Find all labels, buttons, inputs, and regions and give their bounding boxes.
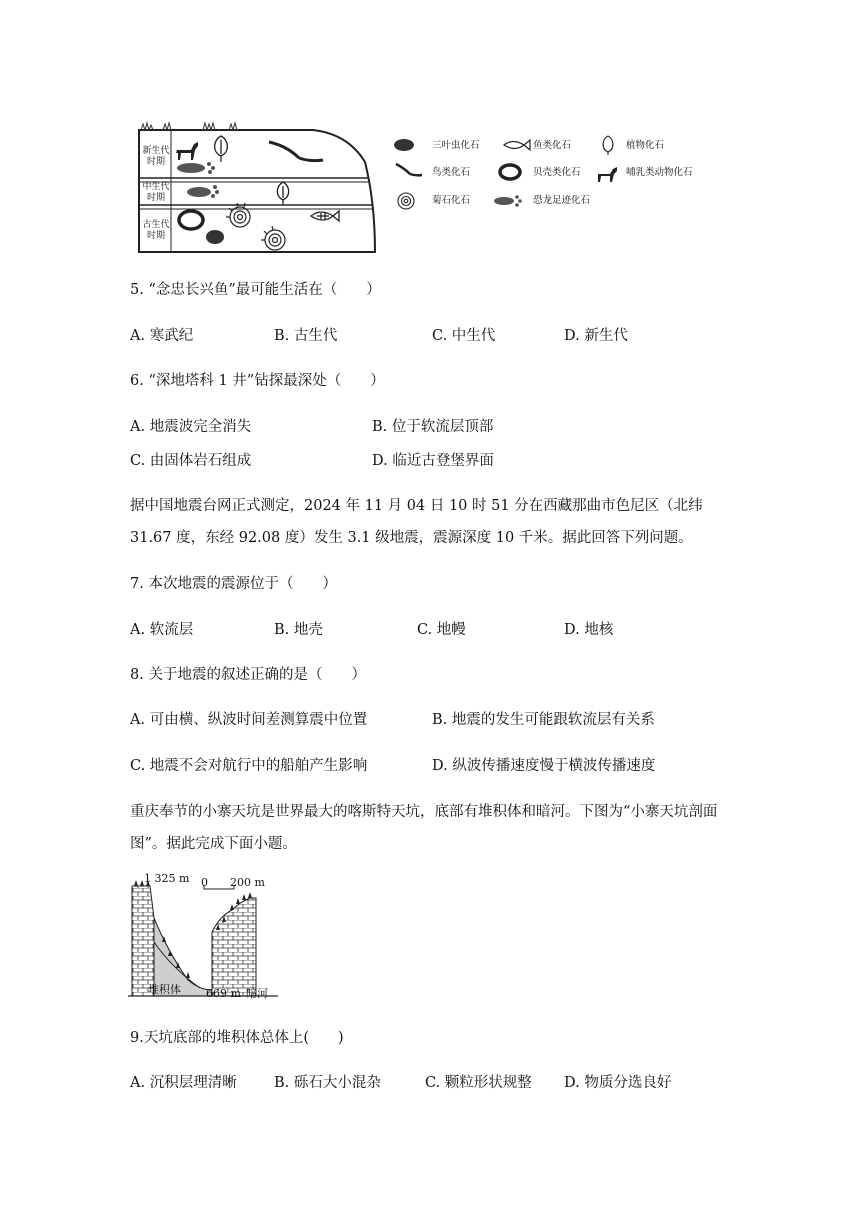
- question-6-option-b[interactable]: B. 位于软流层顶部: [372, 419, 494, 435]
- question-9-option-c[interactable]: C. 颗粒形状规整: [425, 1075, 532, 1091]
- plant-leaf-icon: [603, 136, 613, 155]
- legend-label-plant: 植物化石: [626, 140, 665, 151]
- trilobite-icon: [206, 230, 224, 244]
- top-elevation-label: 1 325 m: [144, 872, 190, 885]
- question-6-option-a[interactable]: A. 地震波完全消失: [130, 419, 252, 435]
- era-label-cenozoic: 新生代 时期: [142, 146, 170, 167]
- question-8-option-a[interactable]: A. 可由横、纵波时间差测算震中位置: [130, 712, 368, 728]
- scale-zero-label: 0: [201, 876, 208, 889]
- question-8-stem: 8. 关于地震的叙述正确的是（ ）: [130, 667, 366, 683]
- question-7-option-d[interactable]: D. 地核: [564, 622, 614, 638]
- legend-label-shell: 贝壳类化石: [533, 167, 581, 178]
- mammal-icon: [598, 167, 617, 182]
- question-5-option-a[interactable]: A. 寒武纪: [130, 328, 194, 344]
- question-7-option-c[interactable]: C. 地幔: [417, 622, 466, 638]
- river-label: 暗河: [246, 987, 268, 1000]
- fish-icon: [504, 140, 530, 150]
- question-7-option-a[interactable]: A. 软流层: [130, 622, 194, 638]
- scale-length-label: 200 m: [230, 876, 265, 889]
- earthquake-passage: 据中国地震台网正式测定，2024 年 11 月 04 日 10 时 51 分在西藏那曲市色尼区（北纬 31.67 度，东经 92.08 度）发生 3.1 级地震，震源深度 10 千米。据此回答下列问题。: [130, 498, 703, 546]
- fossil-legend: [390, 134, 710, 214]
- question-5-stem: 5. “念忠长兴鱼”最可能生活在（ ）: [130, 282, 381, 298]
- question-9-option-b[interactable]: B. 砾石大小混杂: [274, 1075, 381, 1091]
- era-label-mesozoic: 中生代 时期: [142, 182, 170, 203]
- legend-label-footprint: 恐龙足迹化石: [533, 195, 591, 206]
- era-label-paleozoic: 古生代 时期: [142, 220, 170, 241]
- legend-label-mammal: 哺乳类动物化石: [626, 167, 693, 178]
- question-9-option-a[interactable]: A. 沉积层理清晰: [130, 1075, 237, 1091]
- fossil-strata-figure: [133, 112, 383, 254]
- legend-label-fish: 鱼类化石: [533, 140, 572, 151]
- legend-label-trilobite: 三叶虫化石: [432, 140, 480, 151]
- bottom-elevation-label: 669 m: [206, 987, 241, 1000]
- question-9-option-d[interactable]: D. 物质分选良好: [564, 1075, 672, 1091]
- question-8-option-b[interactable]: B. 地震的发生可能跟软流层有关系: [432, 712, 655, 728]
- question-6-option-c[interactable]: C. 由固体岩石组成: [130, 453, 252, 469]
- shell-icon: [500, 165, 520, 179]
- question-5-option-d[interactable]: D. 新生代: [564, 328, 628, 344]
- ammonite-icon: [398, 193, 414, 209]
- question-8-option-c[interactable]: C. 地震不会对航行中的船舶产生影响: [130, 758, 368, 774]
- deposit-label: 堆积体: [148, 983, 181, 996]
- question-6-stem: 6. “深地塔科 1 井”钻探最深处（ ）: [130, 373, 385, 389]
- dinosaur-footprint-icon: [494, 195, 522, 207]
- question-5-option-c[interactable]: C. 中生代: [432, 328, 496, 344]
- question-7-option-b[interactable]: B. 地壳: [274, 622, 323, 638]
- legend-label-ammonite: 菊石化石: [432, 195, 471, 206]
- trilobite-icon: [394, 139, 414, 151]
- grass-decoration: [141, 123, 237, 130]
- bird-icon: [396, 164, 422, 175]
- question-8-option-d[interactable]: D. 纵波传播速度慢于横波传播速度: [432, 758, 656, 774]
- question-9-stem: 9.天坑底部的堆积体总体上( ): [130, 1030, 344, 1046]
- question-6-option-d[interactable]: D. 临近古登堡界面: [372, 453, 494, 469]
- question-5-option-b[interactable]: B. 古生代: [274, 328, 338, 344]
- legend-label-bird: 鸟类化石: [432, 167, 471, 178]
- tiankeng-profile-figure: [128, 872, 278, 1006]
- tiankeng-passage: 重庆奉节的小寨天坑是世界最大的喀斯特天坑，底部有堆积体和暗河。下图为“小寨天坑剖面图”。据此完成下面小题。: [130, 804, 718, 852]
- question-7-stem: 7. 本次地震的震源位于（ ）: [130, 576, 337, 592]
